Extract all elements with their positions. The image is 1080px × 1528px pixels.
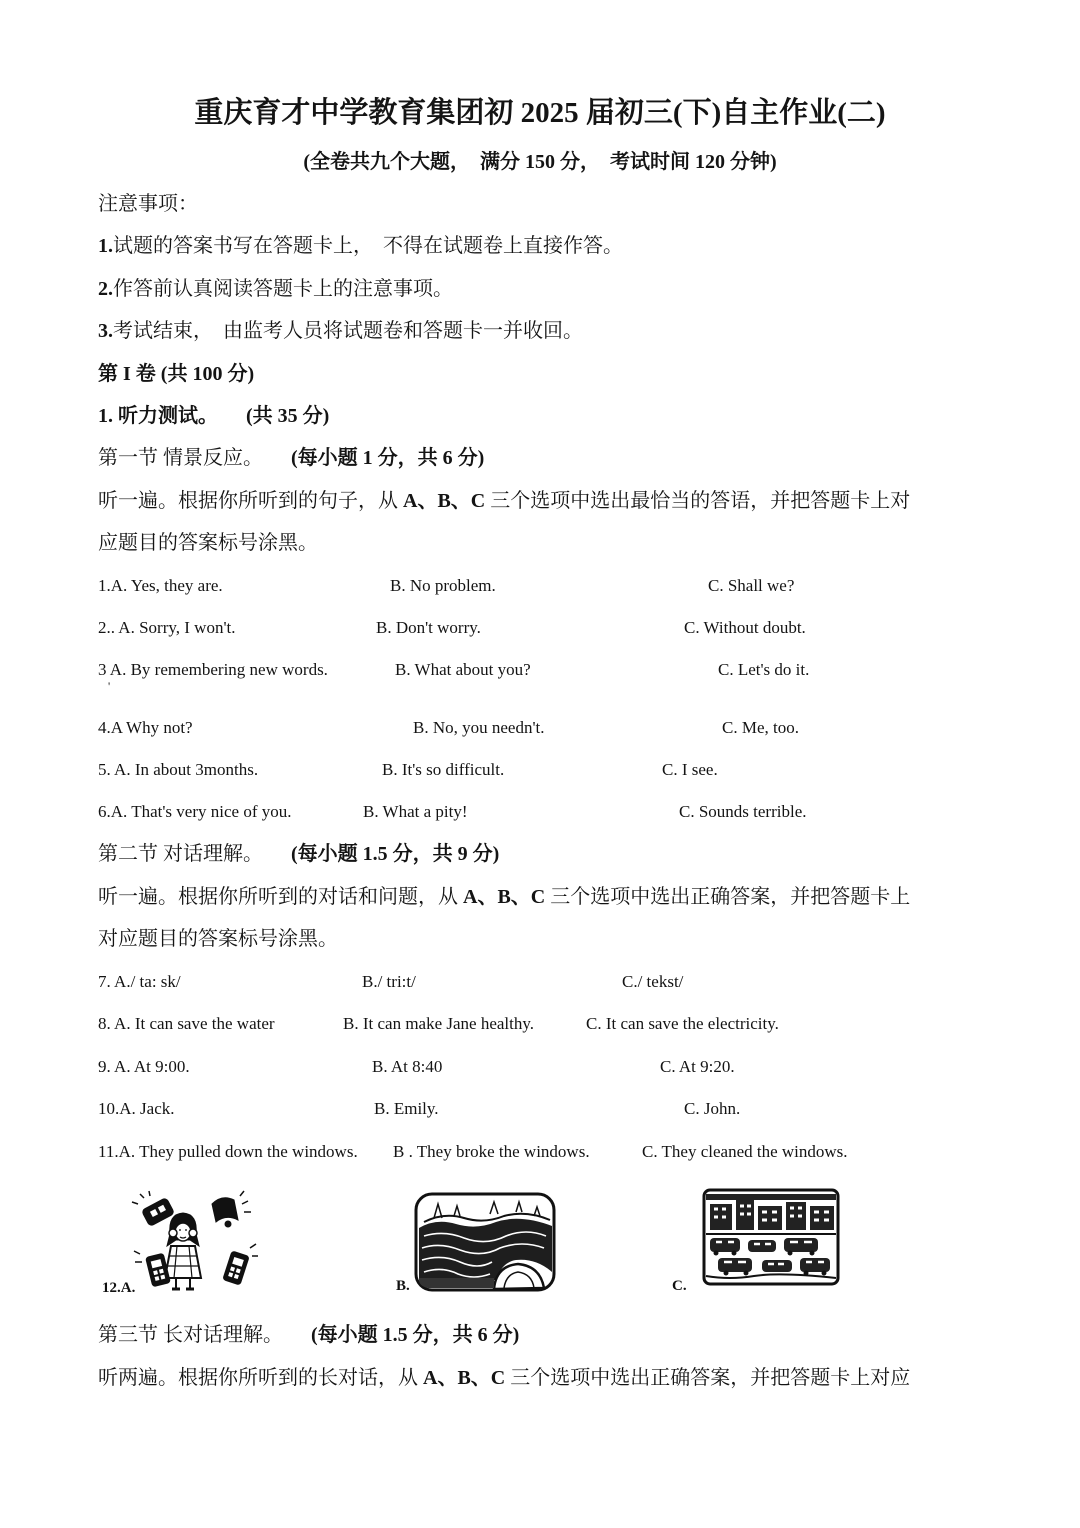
section2-instruction-cont: 对应题目的答案标号涂黑。	[98, 928, 338, 950]
section-title: 第一节 情景反应。	[98, 447, 263, 469]
picture-a	[100, 1190, 260, 1302]
option-a: 7. A./ ta: sk/	[98, 972, 181, 991]
option-b: B. Don't worry.	[376, 618, 481, 637]
notice-text: 考试结束， 由监考人员将试题卷和答题卡一并收回。	[113, 320, 583, 342]
question-row	[0, 1012, 1080, 1036]
option-a: 11.A. They pulled down the windows.	[98, 1142, 358, 1161]
instruction-text: 听两遍。根据你所听到的长对话，从	[98, 1367, 423, 1389]
section-score: (每小题 1.5 分，共 6 分)	[311, 1324, 520, 1346]
instruction-text: 三个选项中选出最恰当的答语，并把答题卡上对	[485, 490, 911, 512]
page-title: 重庆育才中学教育集团初 2025 届初三(下)自主作业(二)	[194, 97, 886, 129]
instruction-text: 三个选项中选出正确答案，并把答题卡上	[545, 886, 911, 908]
notice-item	[98, 317, 583, 345]
option-letters: A、B、C	[463, 886, 546, 908]
option-c: C. It can save the electricity.	[586, 1014, 779, 1033]
option-a: 6.A. That's very nice of you.	[98, 802, 292, 821]
option-letters: A、B、C	[423, 1367, 506, 1389]
section3-instruction	[98, 1364, 910, 1392]
notice-number: 2.	[98, 278, 113, 300]
question-row	[0, 1055, 1080, 1079]
option-b: B. It can make Jane healthy.	[343, 1014, 535, 1033]
option-b: B. It's so difficult.	[382, 760, 505, 779]
question-row	[0, 800, 1080, 824]
option-a: 9. A. At 9:00.	[98, 1057, 190, 1076]
picture-c	[670, 1184, 842, 1298]
notice-number: 3.	[98, 320, 113, 342]
option-c: C. At 9:20.	[660, 1057, 735, 1076]
notice-text: 作答前认真阅读答题卡上的注意事项。	[113, 278, 453, 300]
part-one-heading: 第 I 卷 (共 100 分)	[98, 363, 255, 385]
picture-b-label: B.	[396, 1278, 410, 1294]
option-a: 1.A. Yes, they are.	[98, 576, 223, 595]
option-b: B. Emily.	[374, 1099, 439, 1118]
instruction-text: 三个选项中选出正确答案，并把答题卡上对应	[505, 1367, 911, 1389]
exam-info: (全卷共九个大题， 满分 150 分， 考试时间 120 分钟)	[303, 151, 777, 173]
notice-heading: 注意事项：	[98, 193, 198, 215]
listening-score: (共 35 分)	[246, 405, 330, 427]
option-letters: A、B、C	[403, 490, 486, 512]
option-c: C. Sounds terrible.	[679, 802, 807, 821]
question-row	[0, 716, 1080, 740]
notice-text: 试题的答案书写在答题卡上， 不得在试题卷上直接作答。	[113, 235, 623, 257]
notice-item	[98, 275, 453, 303]
option-a: 8. A. It can save the water	[98, 1014, 275, 1033]
picture-b	[394, 1188, 558, 1300]
option-c: C. Let's do it.	[718, 660, 810, 679]
section1-heading	[98, 444, 484, 472]
section2-heading	[98, 840, 499, 868]
listening-heading	[98, 402, 329, 430]
question-row	[0, 1097, 1080, 1121]
question-row	[0, 658, 1080, 682]
option-c: C. They cleaned the windows.	[642, 1142, 848, 1161]
listening-label: 1. 听力测试。	[98, 405, 218, 427]
section-score: (每小题 1.5 分，共 9 分)	[291, 843, 500, 865]
landscape-illustration	[416, 1194, 554, 1290]
option-b: B. No problem.	[390, 576, 496, 595]
stray-mark: '	[108, 679, 111, 693]
picture-c-label: C.	[672, 1278, 687, 1294]
question-row	[0, 574, 1080, 598]
section1-instruction	[98, 487, 910, 515]
option-a: 3 A. By remembering new words.	[98, 660, 328, 679]
question-row	[0, 1140, 1080, 1164]
notice-number: 1.	[98, 235, 113, 257]
question-row	[0, 970, 1080, 994]
option-c: C. Shall we?	[708, 576, 795, 595]
option-c: C. Without doubt.	[684, 618, 806, 637]
option-a: 4.A Why not?	[98, 718, 193, 737]
option-c: C. John.	[684, 1099, 741, 1118]
noisy-phones-illustration	[132, 1191, 258, 1289]
option-b: B. No, you needn't.	[413, 718, 545, 737]
section-title: 第二节 对话理解。	[98, 843, 263, 865]
section3-heading	[98, 1321, 519, 1349]
instruction-text: 听一遍。根据你所听到的句子，从	[98, 490, 403, 512]
notice-item	[98, 232, 623, 260]
section-score: (每小题 1 分，共 6 分)	[291, 447, 485, 469]
question-row	[0, 616, 1080, 640]
option-a: 5. A. In about 3months.	[98, 760, 259, 779]
option-b: B. At 8:40	[372, 1057, 443, 1076]
question-row	[0, 758, 1080, 782]
option-c: C. Me, too.	[722, 718, 799, 737]
city-traffic-illustration	[704, 1190, 838, 1284]
option-b: B . They broke the windows.	[393, 1142, 590, 1161]
section-title: 第三节 长对话理解。	[98, 1324, 283, 1346]
option-b: B./ tri:t/	[362, 972, 416, 991]
option-b: B. What about you?	[395, 660, 531, 679]
picture-a-label: 12.A.	[102, 1280, 136, 1296]
section2-instruction	[98, 883, 910, 911]
option-a: 10.A. Jack.	[98, 1099, 175, 1118]
option-b: B. What a pity!	[363, 802, 468, 821]
option-a: 2.. A. Sorry, I won't.	[98, 618, 236, 637]
section1-instruction-cont: 应题目的答案标号涂黑。	[98, 532, 318, 554]
option-c: C. I see.	[662, 760, 718, 779]
instruction-text: 听一遍。根据你所听到的对话和问题，从	[98, 886, 463, 908]
option-c: C./ tekst/	[622, 972, 684, 991]
